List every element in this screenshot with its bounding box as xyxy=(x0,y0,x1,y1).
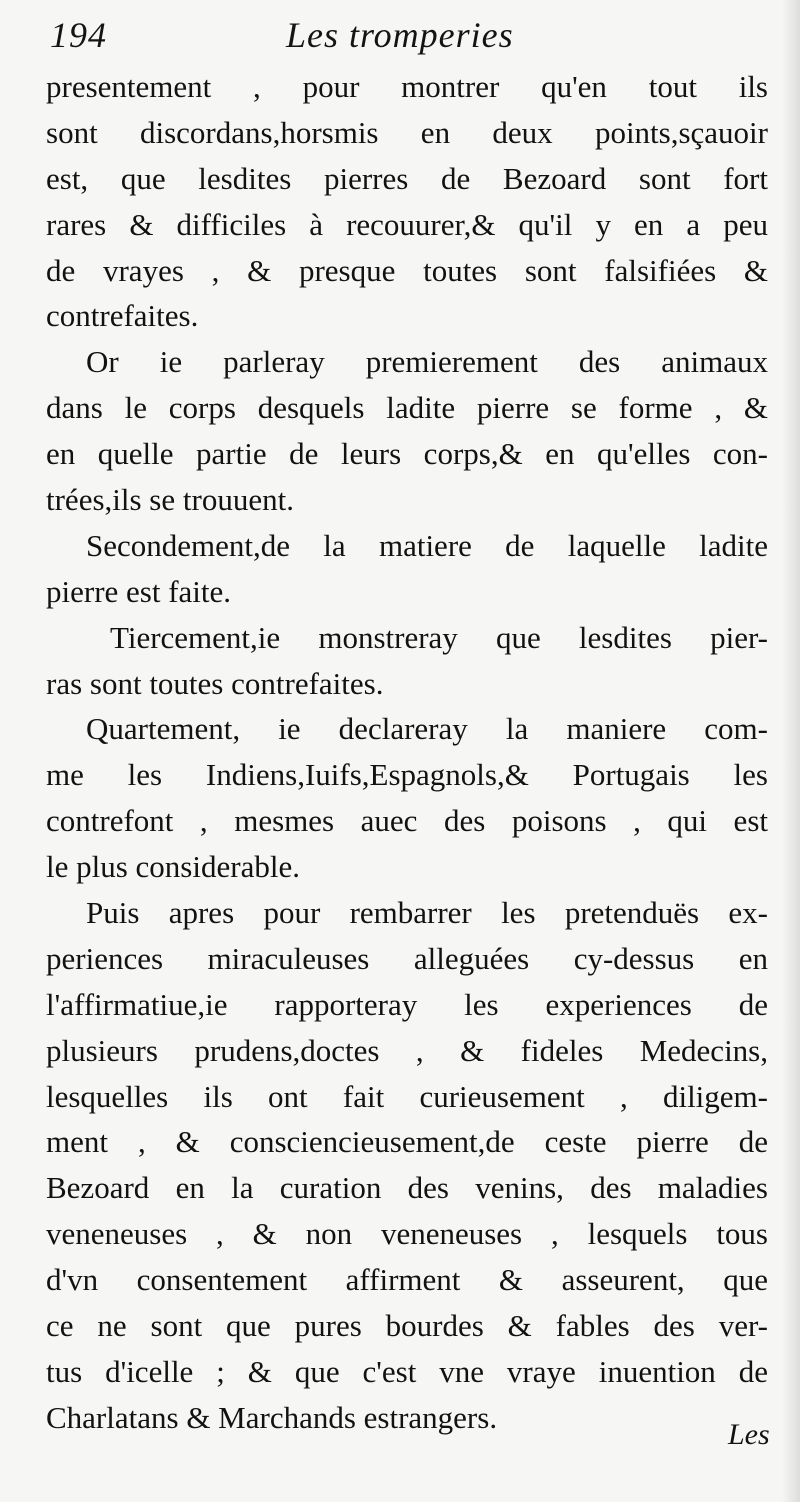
text-line: Tiercement,ie monstreray que lesdites pier- xyxy=(110,619,768,655)
text-line: plusieurs prudens,doctes , & fideles Medecins, xyxy=(46,1032,768,1068)
text-line: ce ne sont que pures bourdes & fables des ver- xyxy=(46,1308,768,1344)
text-line: le plus considerable. xyxy=(46,849,300,885)
text-line: dans le corps desquels ladite pierre se forme , & xyxy=(46,390,768,426)
page-number: 194 xyxy=(50,15,107,55)
text-line: l'affirmatiue,ie rapporteray les experiences de xyxy=(46,986,768,1022)
text-line: lesquelles ils ont fait curieusement , diligem- xyxy=(46,1078,768,1114)
text-line: trées,ils se trouuent. xyxy=(46,482,294,518)
text-line: periences miraculeuses alleguées cy-dessus en xyxy=(46,940,768,976)
text-line: veneneuses , & non veneneuses , lesquels tous xyxy=(46,1216,768,1252)
running-head: Les tromperies xyxy=(286,15,514,55)
text-line: contrefaites. xyxy=(46,298,199,334)
page-edge-shadow xyxy=(782,0,800,1502)
text-line: en quelle partie de leurs corps,& en qu'elles con- xyxy=(46,436,768,472)
text-line: tus d'icelle ; & que c'est vne vraye inuention de xyxy=(46,1353,768,1389)
text-line: Charlatans & Marchands estrangers. xyxy=(46,1399,498,1435)
text-line: Or ie parleray premierement des animaux xyxy=(86,344,768,380)
catchword: Les xyxy=(728,1418,770,1451)
text-line: me les Indiens,Iuifs,Espagnols,& Portugais les xyxy=(46,757,768,793)
text-line: Puis apres pour rembarrer les pretenduës ex- xyxy=(86,895,768,931)
text-line: ras sont toutes contrefaites. xyxy=(46,665,384,701)
text-line: Bezoard en la curation des venins, des maladies xyxy=(46,1170,768,1206)
page-header xyxy=(50,14,770,62)
text-line: d'vn consentement affirment & asseurent, que xyxy=(46,1262,768,1298)
text-line: presentement , pour montrer qu'en tout ils xyxy=(46,69,768,104)
body-text xyxy=(46,64,768,1441)
text-line: est, que lesdites pierres de Bezoard sont fort xyxy=(46,160,768,196)
text-line: sont discordans,horsmis en deux points,sçauoir xyxy=(46,114,768,150)
text-line: rares & difficiles à recouurer,& qu'il y en a peu xyxy=(46,206,768,242)
text-line: contrefont , mesmes auec des poisons , qui est xyxy=(46,803,768,839)
text-line: de vrayes , & presque toutes sont falsifiées & xyxy=(46,252,768,288)
text-line: Quartement, ie declareray la maniere com- xyxy=(86,711,768,747)
text-line: ment , & consciencieusement,de ceste pierre de xyxy=(46,1124,768,1160)
text-line: Secondement,de la matiere de laquelle ladite xyxy=(86,527,768,563)
text-line: pierre est faite. xyxy=(46,573,232,609)
